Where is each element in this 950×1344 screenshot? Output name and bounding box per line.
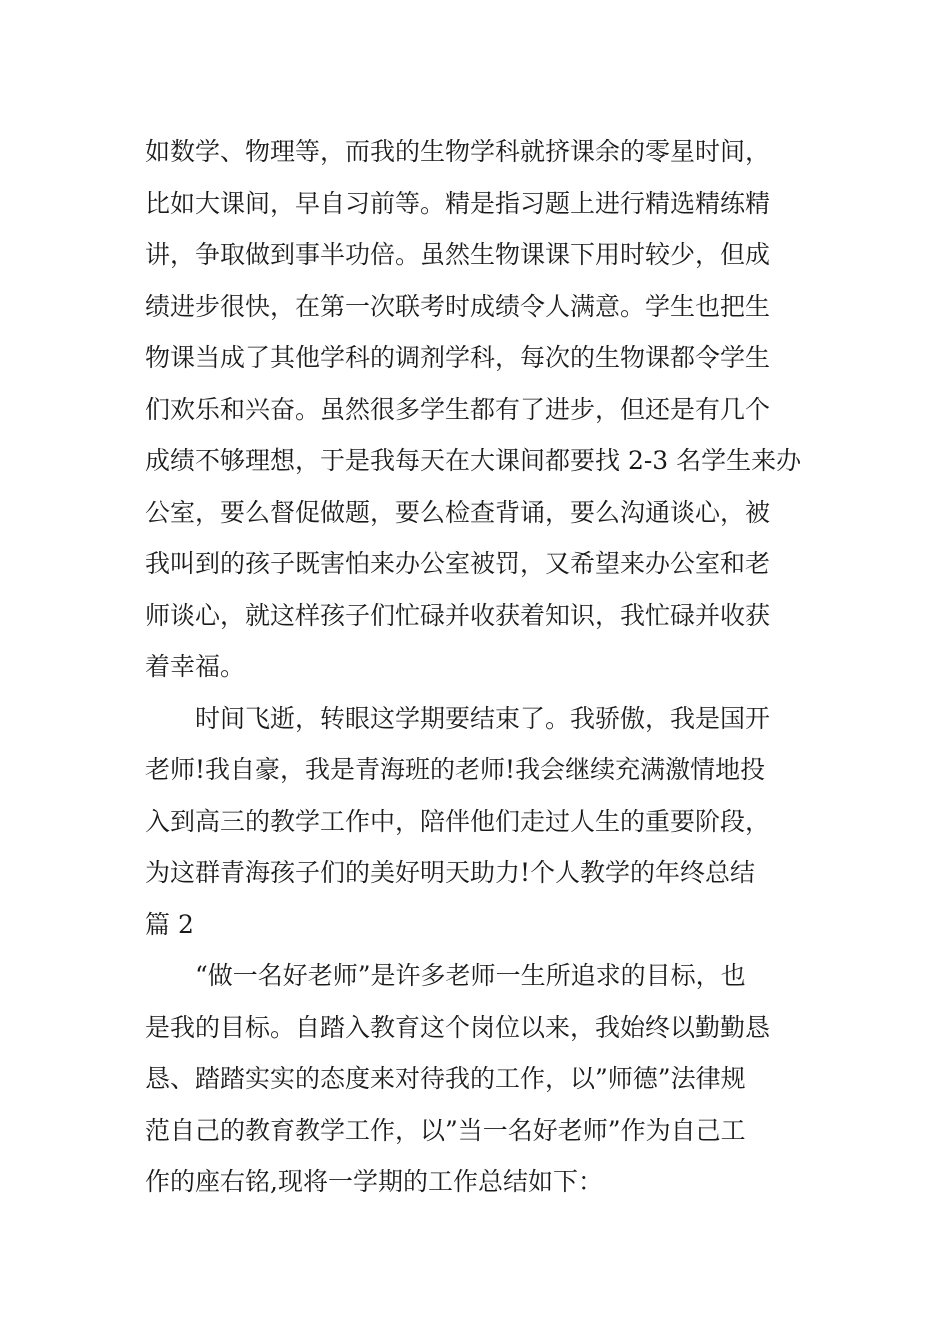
text-line: 绩进步很快，在第一次联考时成绩令人满意。学生也把生 xyxy=(145,291,771,321)
text-line: 老师!我自豪，我是青海班的老师!我会继续充满激情地投 xyxy=(145,755,766,784)
text-line: 物课当成了其他学科的调剂学科，每次的生物课都令学生 xyxy=(145,343,771,372)
paragraph-start-line: “做一名好老师”是许多老师一生所追求的目标，也 xyxy=(195,961,746,990)
text-line: 师谈心，就这样孩子们忙碌并收获着知识，我忙碌并收获 xyxy=(145,600,771,630)
text-line: 是我的目标。自踏入教育这个岗位以来，我始终以勤勤恳 xyxy=(145,1012,771,1042)
paragraph-start-line: 时间飞逝，转眼这学期要结束了。我骄傲，我是国开 xyxy=(195,703,771,733)
text-line: 着幸福。 xyxy=(145,652,246,681)
text-line: 成绩不够理想，于是我每天在大课间都要找 2-3 名学生来办 xyxy=(145,446,802,475)
text-line: 入到高三的教学工作中，陪伴他们走过人生的重要阶段， xyxy=(145,806,771,836)
text-line: 为这群青海孩子们的美好明天助力!个人教学的年终总结 xyxy=(145,858,756,887)
text-line: 恳、踏踏实实的态度来对待我的工作，以”师德”法律规 xyxy=(145,1064,746,1093)
section-heading-line: 篇 2 xyxy=(145,909,194,939)
text-line: 作的座右铭,现将一学期的工作总结如下： xyxy=(145,1167,603,1196)
text-line: 讲，争取做到事半功倍。虽然生物课课下用时较少，但成 xyxy=(145,240,771,269)
text-line: 范自己的教育教学工作，以”当一名好老师”作为自己工 xyxy=(145,1115,746,1145)
text-line: 公室，要么督促做题，要么检查背诵，要么沟通谈心，被 xyxy=(145,497,771,527)
text-line: 我叫到的孩子既害怕来办公室被罚，又希望来办公室和老 xyxy=(145,549,771,578)
text-line: 比如大课间，早自习前等。精是指习题上进行精选精练精 xyxy=(145,188,771,218)
text-line: 们欢乐和兴奋。虽然很多学生都有了进步，但还是有几个 xyxy=(145,394,771,424)
document-body xyxy=(145,126,810,1208)
text-line: 如数学、物理等，而我的生物学科就挤课余的零星时间， xyxy=(145,137,771,166)
